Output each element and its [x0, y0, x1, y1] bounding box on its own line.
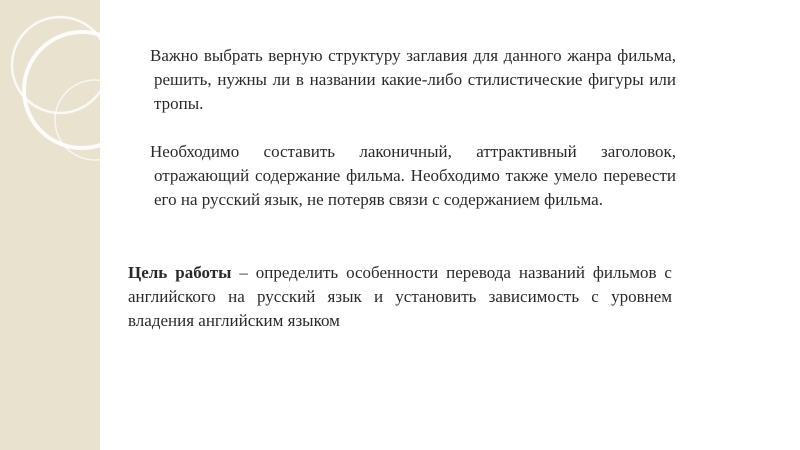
decorative-side-band: [0, 0, 100, 450]
work-goal-label: Цель работы: [128, 263, 232, 282]
work-goal-text: – определить особенности перевода названий фильмов с английского на русский язык и установить зависимость с уровнем владения английским языком: [128, 263, 672, 330]
decorative-rings-icon: [0, 0, 100, 450]
paragraph-work-goal: [128, 261, 672, 333]
paragraph-headline-translation: Необходимо составить лаконичный, аттрактивный заголовок, отражающий содержание фильма. Необходимо также умело перевести его на русский язык, не потеряв связи с содержанием фильма.: [150, 142, 676, 209]
paragraph-title-structure: Важно выбрать верную структуру заглавия для данного жанра фильма, решить, нужны ли в названии какие-либо стилистические фигуры или тропы.: [150, 46, 676, 113]
